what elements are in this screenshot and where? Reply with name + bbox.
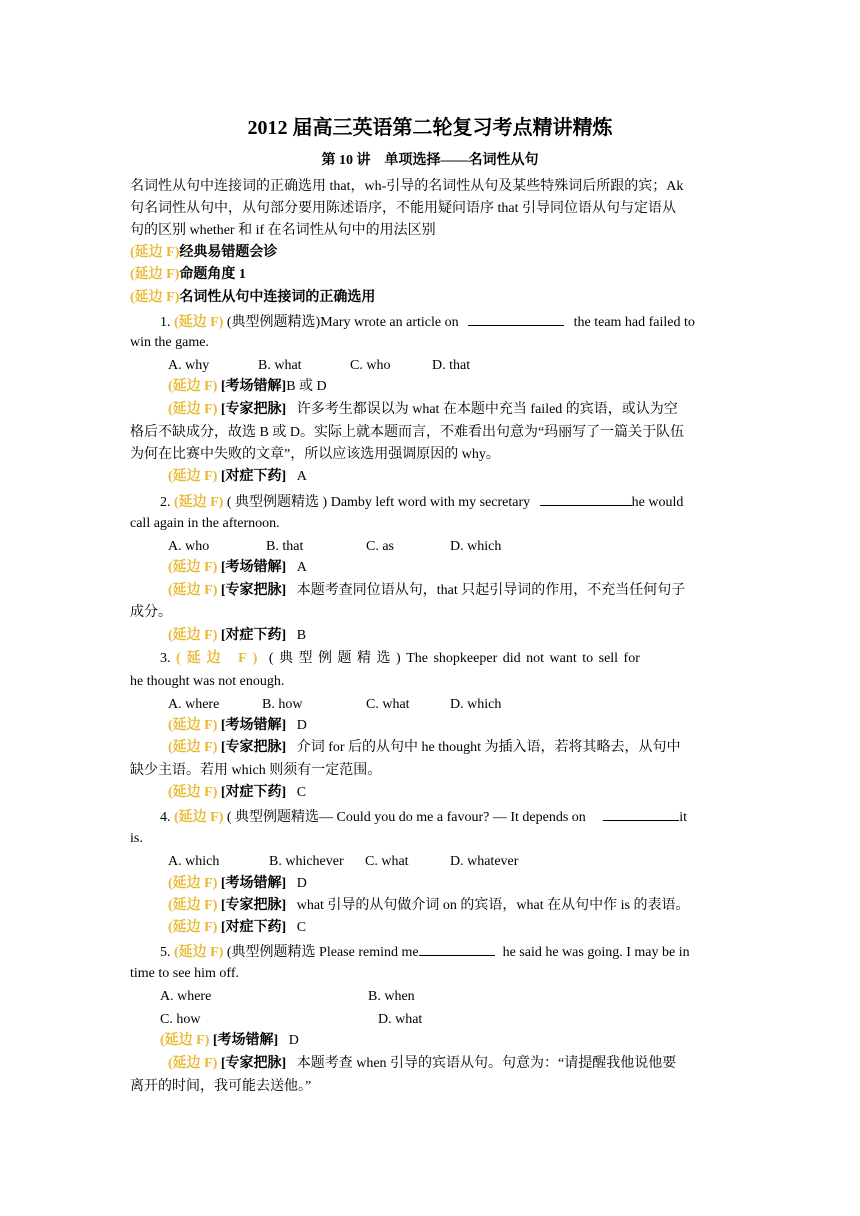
option: D. which [450,539,502,554]
section-heading-1 [130,243,732,263]
value: D [288,1033,299,1048]
source-tag: (延边 F) [168,718,218,733]
intro-line-3: 句的区别 whether 和 if 在名词性从句中的用法区别 [130,223,436,238]
source-tag: (延边 F) [174,315,224,330]
value: B 或 D [286,379,327,394]
answer-blank [603,806,679,821]
option: A. where [160,989,212,1004]
option: D. whatever [450,854,519,869]
answer-line [168,467,732,487]
expert-line-cont: 为何在比赛中失败的文章”，所以应该选用强调原因的 why。 [130,447,500,462]
source-tag: (延边 F) [168,379,218,394]
option: C. who [350,358,391,373]
source-tag: (延边 F) [168,920,218,935]
label: [对症下药] [220,469,287,484]
option: B. what [258,358,302,373]
question-text: the team had failed to [573,315,695,330]
question-text: it [679,810,688,825]
section-title: 经典易错题会诊 [179,245,278,260]
question-number: 4. [160,810,171,825]
label: [专家把脉] [220,583,287,598]
value: 许多考生都误以为 what 在本题中充当 failed 的宾语，或认为空 [296,402,678,417]
value: what 引导的从句做介词 on 的宾语，what 在从句中作 is 的表语。 [296,898,690,913]
question-text: (典型例题精选)Mary wrote an article on [226,315,459,330]
question-text: ( 典型例题精选 ) Damby left word with my secretary [226,495,531,510]
question-4-stem [160,806,732,828]
page-subtitle: 第 10 讲 单项选择——名词性从句 [321,153,539,168]
section-heading-2 [130,265,732,285]
label: [对症下药] [220,785,287,800]
answer-blank [468,311,564,326]
question-1-stem [160,311,732,333]
answer-blank [540,491,632,506]
question-number: 5. [160,945,171,960]
source-tag: (延边 F) [168,628,218,643]
option: C. what [365,854,409,869]
question-text: ( 典型例题精选— Could you do me a favour? — It depends on [226,810,586,825]
expert-line [168,400,732,420]
source-tag: (延边 F) [168,876,218,891]
question-text: he said he was going. I may be in [502,945,690,960]
source-tag: (延边 F) [168,785,218,800]
expert-line-cont: 成分。 [130,605,172,620]
value: C [296,785,307,800]
label: [对症下药] [220,628,287,643]
source-tag: (延边 F) [168,402,218,417]
label: [专家把脉] [220,1056,287,1071]
label: [考场错解] [220,876,287,891]
question-text: (典型例题精选 Please remind me [226,945,419,960]
expert-line [168,738,732,758]
option: B. that [266,539,304,554]
label: [考场错解] [212,1033,279,1048]
answer-line [168,918,732,938]
wrong-answer-line [160,1031,732,1051]
question-2-stem [160,491,732,513]
value: 介词 for 后的从句中 he thought 为插入语，若将其略去，从句中 [296,740,681,755]
wrong-answer-line [168,558,732,578]
source-tag: (延边 F) [168,469,218,484]
option: D. what [378,1012,423,1027]
value: 本题考查 when 引导的宾语从句。句意为：“请提醒我他说他要 [296,1056,677,1071]
label: [考场错解] [220,718,287,733]
source-tag: (延边 F) [130,290,180,305]
source-tag: (延边 F) [174,810,224,825]
question-number: 1. [160,315,171,330]
label: [对症下药] [220,920,287,935]
question-4-stem-cont: is. [130,831,143,846]
question-3-stem [160,649,732,669]
value: A [296,560,307,575]
source-tag: (延边 F) [168,898,218,913]
expert-line-cont: 格后不缺成分，故选 B 或 D。实际上就本题而言，不难看出句意为“玛丽写了一篇关于队伍 [130,425,685,440]
answer-blank [419,941,495,956]
option: C. what [366,697,410,712]
question-5-stem-cont: time to see him off. [130,966,239,981]
expert-line-cont: 离开的时间，我可能去送他。” [130,1079,312,1094]
wrong-answer-line [168,874,732,894]
option: A. which [168,854,220,869]
question-5-stem [160,941,732,963]
question-text: ( 典 型 例 题 精 选 ) The shopkeeper did not want to sell for [268,651,640,666]
option: D. which [450,697,502,712]
intro-line-1: 名词性从句中连接词的正确选用 that，wh-引导的名词性从句及某些特殊词后所跟的宾；Ak [130,179,684,194]
label: [考场错解] [220,560,287,575]
label: [专家把脉] [220,402,287,417]
value: A [296,469,307,484]
section-title: 命题角度 1 [179,267,246,282]
value: B [296,628,307,643]
option: A. who [168,539,210,554]
value: D [296,718,307,733]
source-tag: (延边 F) [168,583,218,598]
expert-line [168,896,732,916]
option: B. whichever [269,854,344,869]
source-tag: (延边 F) [168,740,218,755]
source-tag: (延边 F) [174,945,224,960]
question-1-stem-cont: win the game. [130,335,209,350]
option: A. where [168,697,220,712]
source-tag: (延边 F) [174,495,224,510]
source-tag: (延边 F) [176,651,264,666]
source-tag: (延边 F) [168,560,218,575]
intro-line-2: 句名词性从句中，从句部分要用陈述语序，不能用疑问语序 that 引导同位语从句与定语从 [130,201,676,216]
value: D [296,876,307,891]
page-title: 2012 届高三英语第二轮复习考点精讲精炼 [247,117,613,139]
option: C. as [366,539,394,554]
option: B. when [368,989,415,1004]
option: C. how [160,1012,201,1027]
option: B. how [262,697,303,712]
question-2-stem-cont: call again in the afternoon. [130,516,280,531]
expert-line [168,581,732,601]
expert-line-cont: 缺少主语。若用 which 则须有一定范围。 [130,763,382,778]
label: [考场错解] [220,379,287,394]
wrong-answer-line [168,716,732,736]
question-number: 3. [160,651,171,666]
value: C [296,920,307,935]
expert-line [168,1054,732,1074]
source-tag: (延边 F) [160,1033,210,1048]
value: 本题考查同位语从句，that 只起引导词的作用，不充当任何句子 [296,583,686,598]
source-tag: (延边 F) [168,1056,218,1071]
question-number: 2. [160,495,171,510]
answer-line [168,783,732,803]
label: [专家把脉] [220,740,287,755]
source-tag: (延边 F) [130,245,180,260]
answer-line [168,626,732,646]
section-title: 名词性从句中连接词的正确选用 [179,290,376,305]
question-text: he would [631,495,684,510]
label: [专家把脉] [220,898,287,913]
wrong-answer-line [168,377,732,397]
section-heading-3 [130,288,732,308]
option: D. that [432,358,471,373]
question-3-stem-cont: he thought was not enough. [130,674,285,689]
option: A. why [168,358,210,373]
source-tag: (延边 F) [130,267,180,282]
